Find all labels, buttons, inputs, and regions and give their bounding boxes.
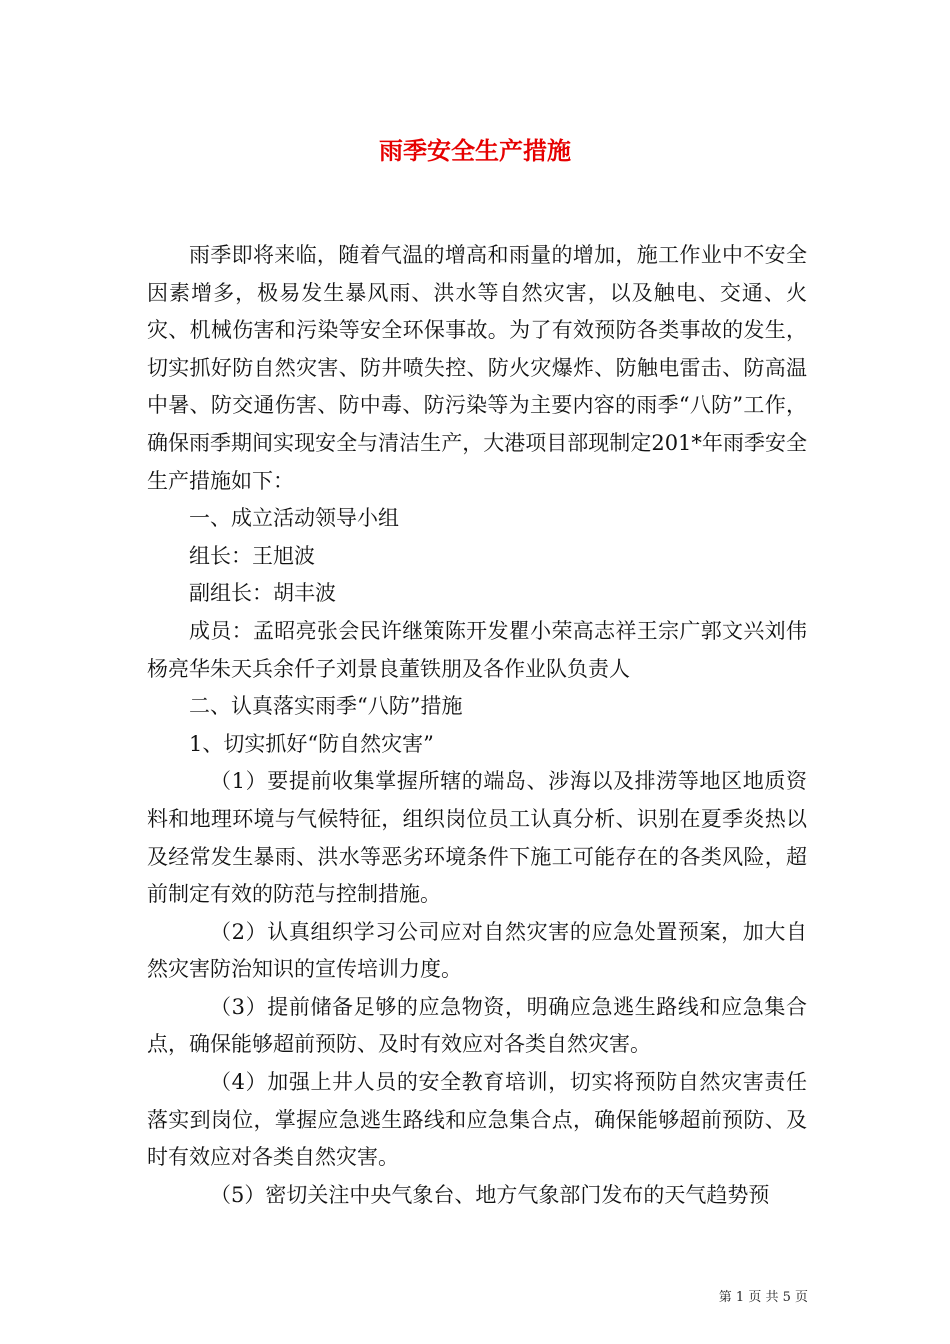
- paragraph-item-3: （3）提前储备足够的应急物资，明确应急逃生路线和应急集合点，确保能够超前预防、及时有效应对各类自然灾害。: [147, 994, 807, 1057]
- paragraph-item-4: （4）加强上井人员的安全教育培训，切实将预防自然灾害责任落实到岗位，掌握应急逃生路线和应急集合点，确保能够超前预防、及时有效应对各类自然灾害。: [147, 1070, 807, 1170]
- paragraph-item-5: （5）密切关注中央气象台、地方气象部门发布的天气趋势预: [210, 1182, 770, 1207]
- heading-section-1: 一、成立活动领导小组: [189, 506, 399, 531]
- paragraph-item-2: （2）认真组织学习公司应对自然灾害的应急处置预案，加大自然灾害防治知识的宣传培训力度。: [147, 919, 807, 982]
- paragraph-deputy-leader: 副组长：胡丰波: [189, 581, 336, 606]
- paragraph-leader: 组长：王旭波: [189, 543, 315, 568]
- page-title: 雨季安全生产措施: [379, 136, 571, 165]
- page-number-footer: 第 1 页 共 5 页: [718, 1290, 808, 1305]
- heading-subsection-1: 1、切实抓好“防自然灾害”: [189, 731, 434, 756]
- paragraph-members: 成员：孟昭亮张会民许继策陈开发瞿小荣高志祥王宗广郭文兴刘伟杨亮华朱天兵余仟子刘景良董铁朋及各作业队负责人: [147, 618, 807, 681]
- paragraph-item-1: （1）要提前收集掌握所辖的端岛、涉海以及排涝等地区地质资料和地理环境与气候特征，组织岗位员工认真分析、识别在夏季炎热以及经常发生暴雨、洪水等恶劣环境条件下施工可能存在的各类风险，超前制定有效的防范与控制措施。: [147, 769, 807, 907]
- paragraph-intro: 雨季即将来临，随着气温的增高和雨量的增加，施工作业中不安全因素增多，极易发生暴风雨、洪水等自然灾害，以及触电、交通、火灾、机械伤害和污染等安全环保事故。为了有效预防各类事故的发生，切实抓好防自然灾害、防井喷失控、防火灾爆炸、防触电雷击、防高温中暑、防交通伤害、防中毒、防污染等为主要内容的雨季“八防”工作，确保雨季期间实现安全与清洁生产，大港项目部现制定201*年雨季安全生产措施如下：: [147, 243, 807, 493]
- document-body: [147, 237, 807, 1214]
- heading-section-2: 二、认真落实雨季“八防”措施: [189, 694, 463, 719]
